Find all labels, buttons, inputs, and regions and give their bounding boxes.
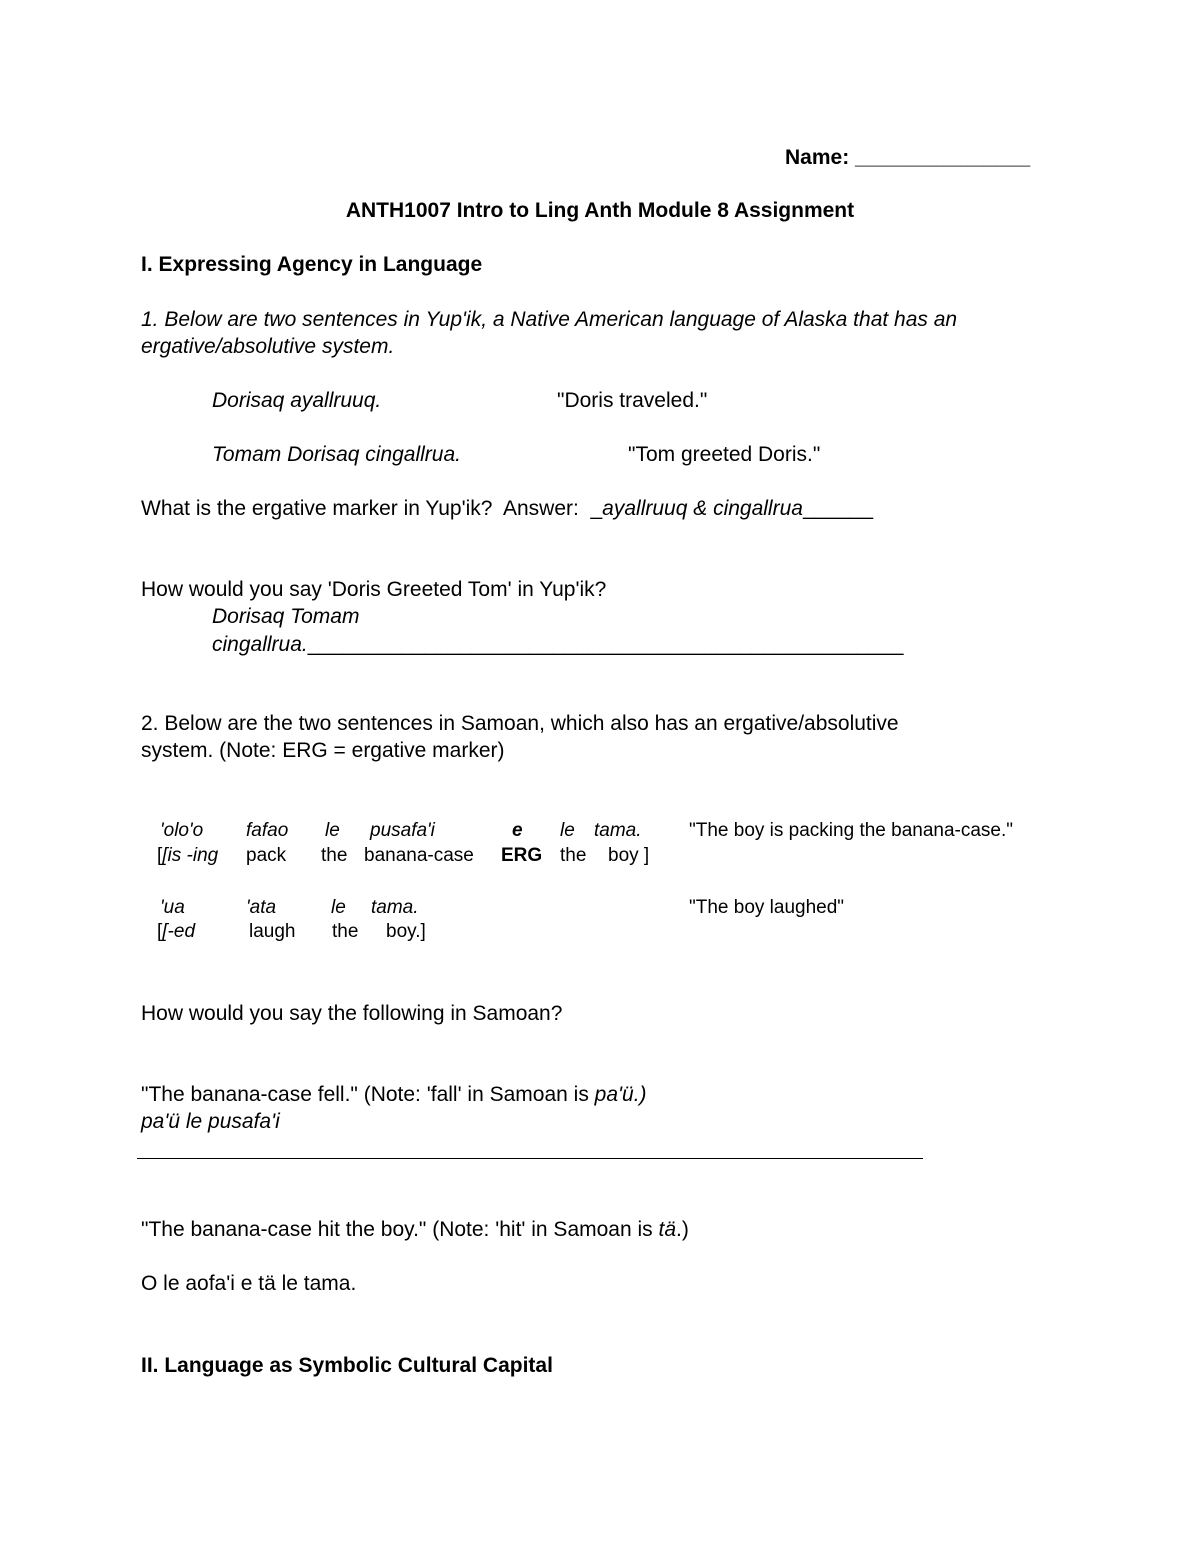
samoan-ex2-gloss: boy.] xyxy=(386,921,426,942)
samoan-ex2-translation: "The boy laughed" xyxy=(689,897,845,918)
samoan-ex2-word: 'ua xyxy=(160,897,185,918)
translation-answer-line2 xyxy=(212,634,903,655)
gloss-bracket: [ xyxy=(157,845,163,866)
section-1-heading: I. Expressing Agency in Language xyxy=(141,253,483,276)
samoan-question: How would you say the following in Samoan? xyxy=(141,1002,563,1025)
ergative-question: What is the ergative marker in Yup'ik? Answer: _ xyxy=(141,497,603,520)
q2-prompt-line2: system. (Note: ERG = ergative marker) xyxy=(141,739,505,762)
answer-underline xyxy=(137,1158,923,1159)
samoan-ex1-word: e xyxy=(512,820,523,841)
section-2-heading: II. Language as Symbolic Cultural Capital xyxy=(141,1354,553,1377)
translation-answer-blank: ___________________________________________________ xyxy=(307,633,904,656)
translation-answer-line1: Dorisaq Tomam xyxy=(212,605,360,628)
samoan-ex1-word: le xyxy=(325,820,340,841)
samoan-ex1-gloss xyxy=(157,846,218,865)
ergative-answer-blank: ______ xyxy=(802,497,874,520)
samoan-ex2-word: le xyxy=(331,897,346,918)
samoan-item2-answer: O le aofa'i e tä le tama. xyxy=(141,1272,357,1295)
samoan-item2-prompt xyxy=(141,1219,689,1240)
ergative-question-line xyxy=(141,498,873,519)
samoan-item1-prompt xyxy=(141,1084,647,1105)
samoan-ex1-gloss: pack xyxy=(246,845,287,866)
samoan-ex1-word: tama. xyxy=(594,820,642,841)
item1-prompt-text: "The banana-case fell." (Note: 'fall' in Samoan is xyxy=(141,1083,595,1106)
item1-samoan-word: pa'ü.) xyxy=(594,1083,647,1106)
item2-prompt-text: "The banana-case hit the boy." (Note: 'hit' in Samoan is xyxy=(141,1218,659,1241)
ergative-answer: ayallruuq & cingallrua xyxy=(602,497,803,520)
translation-answer-word: cingallrua. xyxy=(212,633,308,656)
document-title: ANTH1007 Intro to Ling Anth Module 8 Assignment xyxy=(345,199,855,222)
yupik-example-2: Tomam Dorisaq cingallrua. xyxy=(212,443,461,466)
gloss-word: [is -ing xyxy=(162,845,219,866)
samoan-ex1-gloss: ERG xyxy=(501,845,543,866)
gloss-word: [-ed xyxy=(162,921,196,942)
item2-samoan-word: tä xyxy=(658,1218,676,1241)
name-field-label: Name: _______________ xyxy=(785,146,1031,169)
samoan-ex1-word: pusafa'i xyxy=(370,820,435,841)
samoan-ex2-gloss xyxy=(157,922,195,941)
samoan-ex1-word: le xyxy=(560,820,575,841)
samoan-ex1-word: 'olo'o xyxy=(160,820,204,841)
samoan-ex1-word: fafao xyxy=(246,820,289,841)
samoan-ex2-gloss: laugh xyxy=(249,921,296,942)
samoan-ex1-translation: "The boy is packing the banana-case." xyxy=(689,820,1014,841)
samoan-ex1-gloss: the xyxy=(560,845,587,866)
samoan-ex2-word: 'ata xyxy=(246,897,277,918)
q1-prompt-line2: ergative/absolutive system. xyxy=(141,335,395,358)
q1-prompt-line1: 1. Below are two sentences in Yup'ik, a Native American language of Alaska that has an xyxy=(141,308,958,331)
samoan-ex2-word: tama. xyxy=(371,897,419,918)
yupik-example-2-gloss: "Tom greeted Doris." xyxy=(628,443,821,466)
samoan-ex1-gloss: the xyxy=(321,845,348,866)
translation-question: How would you say 'Doris Greeted Tom' in Yup'ik? xyxy=(141,578,607,601)
samoan-ex1-gloss: boy ] xyxy=(608,845,650,866)
q2-prompt-line1: 2. Below are the two sentences in Samoan, which also has an ergative/absolutive xyxy=(141,712,899,735)
item2-prompt-end: .) xyxy=(676,1218,689,1241)
samoan-ex1-gloss: banana-case xyxy=(364,845,474,866)
samoan-ex2-gloss: the xyxy=(332,921,359,942)
gloss-bracket: [ xyxy=(157,921,163,942)
yupik-example-1-gloss: "Doris traveled." xyxy=(557,389,708,412)
samoan-item1-answer: pa'ü le pusafa'i xyxy=(141,1110,280,1133)
yupik-example-1: Dorisaq ayallruuq. xyxy=(212,389,382,412)
